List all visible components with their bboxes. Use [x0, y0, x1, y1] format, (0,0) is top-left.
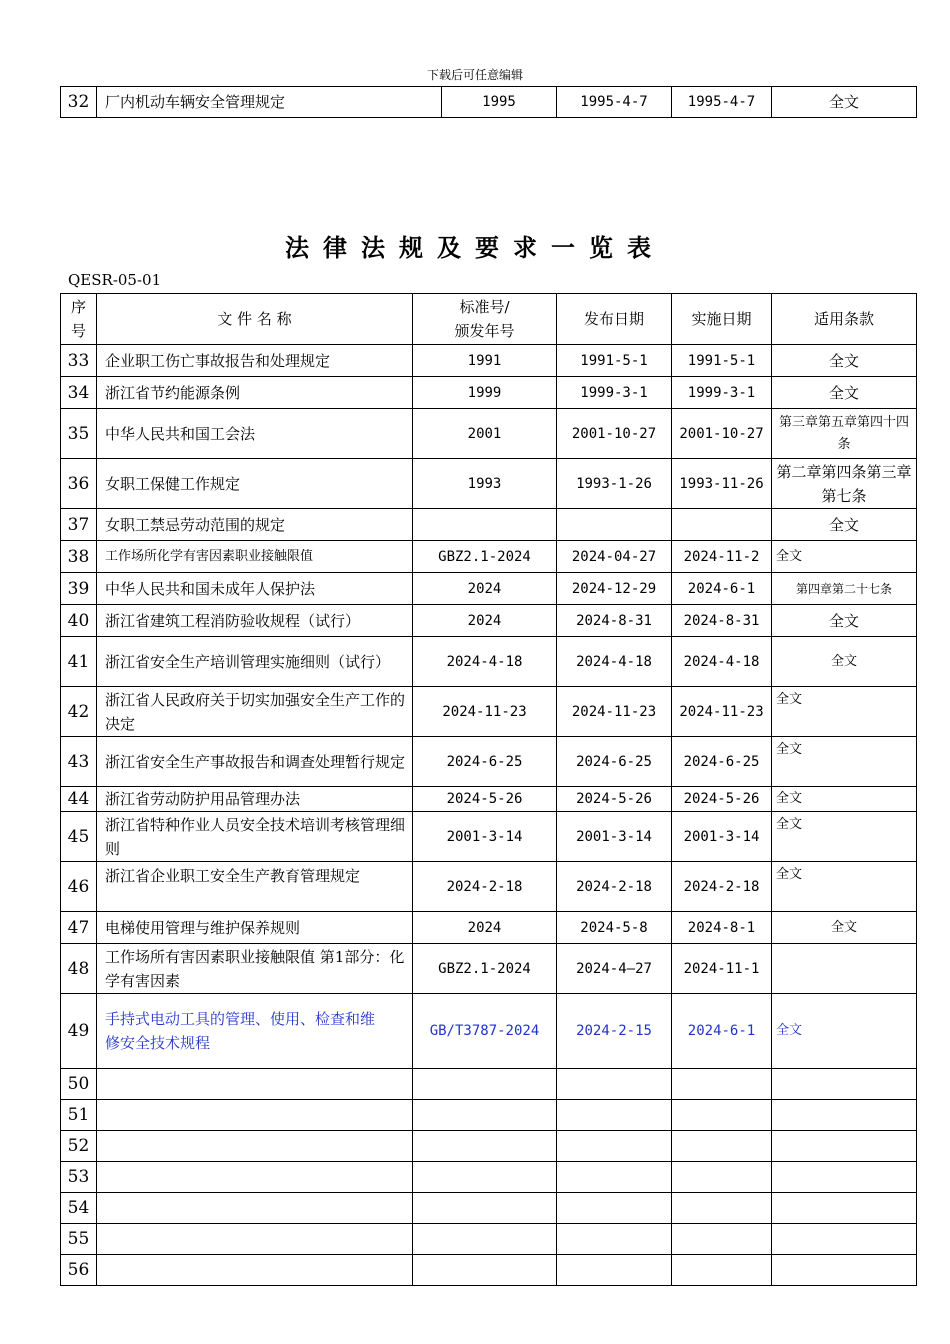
header-effective-date: 实施日期: [672, 294, 772, 345]
document-name: 工作场所有害因素职业接触限值 第1部分：化学有害因素: [97, 944, 413, 994]
applicable-clause: 全文: [772, 87, 917, 118]
document-name: 企业职工伤亡事故报告和处理规定: [97, 345, 413, 377]
table-row: [61, 573, 917, 605]
document-name: 浙江省节约能源条例: [97, 377, 413, 409]
publish-date: 2024-5-8: [557, 912, 672, 944]
table-row: [61, 944, 917, 994]
page-title: 法律法规及要求一览表: [285, 233, 665, 262]
document-name: 浙江省劳动防护用品管理办法: [97, 787, 413, 812]
publish-date: 2024-11-23: [557, 687, 672, 737]
document-name: 浙江省建筑工程消防验收规程（试行）: [97, 605, 413, 637]
row-number: 49: [61, 994, 97, 1069]
table-row: [61, 459, 917, 509]
table-row: [61, 509, 917, 541]
header-publish-date: 发布日期: [557, 294, 672, 345]
document-name: 女职工禁忌劳动范围的规定: [97, 509, 413, 541]
publish-date: 2024-8-31: [557, 605, 672, 637]
table-row: [61, 687, 917, 737]
standard-number: [413, 509, 557, 541]
publish-date: 2024-2-18: [557, 862, 672, 912]
row-number: 42: [61, 687, 97, 737]
row-number: 41: [61, 637, 97, 687]
table-row: [61, 637, 917, 687]
table-row: [61, 605, 917, 637]
publish-date: 2024-4-18: [557, 637, 672, 687]
publish-date: 1999-3-1: [557, 377, 672, 409]
standard-number: 1993: [413, 459, 557, 509]
standard-number: 1999: [413, 377, 557, 409]
publish-date: 2001-3-14: [557, 812, 672, 862]
effective-date: 2001-10-27: [672, 409, 772, 459]
standard-number: 2024: [413, 912, 557, 944]
applicable-clause: 全文: [772, 862, 917, 912]
publish-date: 2024-6-25: [557, 737, 672, 787]
row-number: 55: [61, 1224, 97, 1255]
table-row: [61, 345, 917, 377]
table-row: [61, 1069, 917, 1100]
publish-date: 1993-1-26: [557, 459, 672, 509]
applicable-clause: 第四章第二十七条: [772, 573, 917, 605]
table-row: [61, 1255, 917, 1286]
table-row: [61, 1162, 917, 1193]
publish-date: 2024-5-26: [557, 787, 672, 812]
document-name: 厂内机动车辆安全管理规定: [97, 87, 442, 118]
effective-date: 1999-3-1: [672, 377, 772, 409]
effective-date: 2024-6-1: [672, 573, 772, 605]
standard-number: 2024-4-18: [413, 637, 557, 687]
effective-date: 2024-2-18: [672, 862, 772, 912]
table-row: [61, 1224, 917, 1255]
applicable-clause: 全文: [772, 509, 917, 541]
applicable-clause: 全文: [772, 737, 917, 787]
applicable-clause: 全文: [772, 687, 917, 737]
row-number: 51: [61, 1100, 97, 1131]
table-row: [61, 994, 917, 1069]
row-number: 47: [61, 912, 97, 944]
applicable-clause: 全文: [772, 605, 917, 637]
effective-date: 1995-4-7: [672, 87, 772, 118]
effective-date: 2024-8-1: [672, 912, 772, 944]
table-row: [61, 812, 917, 862]
row-number: 45: [61, 812, 97, 862]
table-row: [61, 862, 917, 912]
row-number: 44: [61, 787, 97, 812]
applicable-clause: 第三章第五章第四十四条: [772, 409, 917, 459]
standard-number: GBZ2.1-2024: [413, 944, 557, 994]
regulations-table: [60, 293, 917, 1286]
table-row: [61, 409, 917, 459]
effective-date: 2024-11-1: [672, 944, 772, 994]
row-number: 52: [61, 1131, 97, 1162]
row-number: 43: [61, 737, 97, 787]
table-row: [61, 912, 917, 944]
document-name: 中华人民共和国未成年人保护法: [97, 573, 413, 605]
standard-number: 2024-11-23: [413, 687, 557, 737]
row-number: 39: [61, 573, 97, 605]
document-name: 浙江省安全生产事故报告和调查处理暂行规定: [97, 737, 413, 787]
row-number: 37: [61, 509, 97, 541]
table-row: [61, 737, 917, 787]
document-name-line2: 修安全技术规程: [105, 1034, 211, 1052]
standard-number: 1991: [413, 345, 557, 377]
table-header-row: [61, 294, 917, 345]
header-standard-line1: 标准号/: [459, 298, 510, 316]
effective-date: 2001-3-14: [672, 812, 772, 862]
standard-number: 2024: [413, 605, 557, 637]
table-row: [61, 787, 917, 812]
publish-date: 1991-5-1: [557, 345, 672, 377]
document-name: 工作场所化学有害因素职业接触限值: [97, 541, 413, 573]
standard-number: 2024-2-18: [413, 862, 557, 912]
effective-date: 2024-5-26: [672, 787, 772, 812]
header-note: 下载后可任意编辑: [426, 68, 523, 82]
header-seq: 序号: [61, 294, 97, 345]
row-number: 33: [61, 345, 97, 377]
effective-date: 1993-11-26: [672, 459, 772, 509]
document-code: QESR-05-01: [68, 271, 162, 289]
publish-date: 2024-12-29: [557, 573, 672, 605]
publish-date: 2024-2-15: [557, 994, 672, 1069]
effective-date: 2024-11-23: [672, 687, 772, 737]
document-name: [97, 994, 413, 1069]
effective-date: 2024-11-2: [672, 541, 772, 573]
standard-number: GBZ2.1-2024: [413, 541, 557, 573]
row-number: 36: [61, 459, 97, 509]
standard-number: 2024: [413, 573, 557, 605]
document-name: 浙江省人民政府关于切实加强安全生产工作的决定: [97, 687, 413, 737]
standard-number: 1995: [442, 87, 557, 118]
row-number: 35: [61, 409, 97, 459]
document-name-line1: 手持式电动工具的管理、使用、检查和维: [105, 1010, 376, 1028]
applicable-clause: 全文: [772, 345, 917, 377]
table-row: [61, 87, 917, 118]
publish-date: [557, 509, 672, 541]
applicable-clause: 全文: [772, 994, 917, 1069]
applicable-clause: 全文: [772, 812, 917, 862]
standard-number: 2001: [413, 409, 557, 459]
row-number: 38: [61, 541, 97, 573]
applicable-clause: 全文: [772, 912, 917, 944]
document-name: 浙江省特种作业人员安全技术培训考核管理细则: [97, 812, 413, 862]
document-name: 中华人民共和国工会法: [97, 409, 413, 459]
row-number: 48: [61, 944, 97, 994]
document-name: 浙江省安全生产培训管理实施细则（试行）: [97, 637, 413, 687]
effective-date: [672, 509, 772, 541]
row-number: 56: [61, 1255, 97, 1286]
header-standard: [413, 294, 557, 345]
publish-date: 2024-04-27: [557, 541, 672, 573]
standard-number: GB/T3787-2024: [413, 994, 557, 1069]
row-number: 40: [61, 605, 97, 637]
applicable-clause: 第二章第四条第三章第七条: [772, 459, 917, 509]
header-clause: 适用条款: [772, 294, 917, 345]
publish-date: 2001-10-27: [557, 409, 672, 459]
table-row: [61, 541, 917, 573]
publish-date: 1995-4-7: [557, 87, 672, 118]
effective-date: 2024-4-18: [672, 637, 772, 687]
applicable-clause: 全文: [772, 541, 917, 573]
header-name: 文 件 名 称: [97, 294, 413, 345]
document-name: 浙江省企业职工安全生产教育管理规定: [97, 862, 413, 912]
effective-date: 2024-8-31: [672, 605, 772, 637]
table-row: [61, 1193, 917, 1224]
row-number: 54: [61, 1193, 97, 1224]
effective-date: 1991-5-1: [672, 345, 772, 377]
row-number: 34: [61, 377, 97, 409]
standard-number: 2024-6-25: [413, 737, 557, 787]
effective-date: 2024-6-25: [672, 737, 772, 787]
applicable-clause: [772, 944, 917, 994]
table-row: [61, 1131, 917, 1162]
table-row: [61, 1100, 917, 1131]
header-standard-line2: 颁发年号: [454, 322, 515, 340]
previous-page-table: [60, 86, 917, 118]
standard-number: 2024-5-26: [413, 787, 557, 812]
row-number: 53: [61, 1162, 97, 1193]
document-name: 女职工保健工作规定: [97, 459, 413, 509]
effective-date: 2024-6-1: [672, 994, 772, 1069]
applicable-clause: 全文: [772, 377, 917, 409]
row-number: 32: [61, 87, 97, 118]
applicable-clause: 全文: [772, 637, 917, 687]
applicable-clause: 全文: [772, 787, 917, 812]
publish-date: 2024-4—27: [557, 944, 672, 994]
table-row: [61, 377, 917, 409]
document-name: 电梯使用管理与维护保养规则: [97, 912, 413, 944]
standard-number: 2001-3-14: [413, 812, 557, 862]
row-number: 50: [61, 1069, 97, 1100]
row-number: 46: [61, 862, 97, 912]
